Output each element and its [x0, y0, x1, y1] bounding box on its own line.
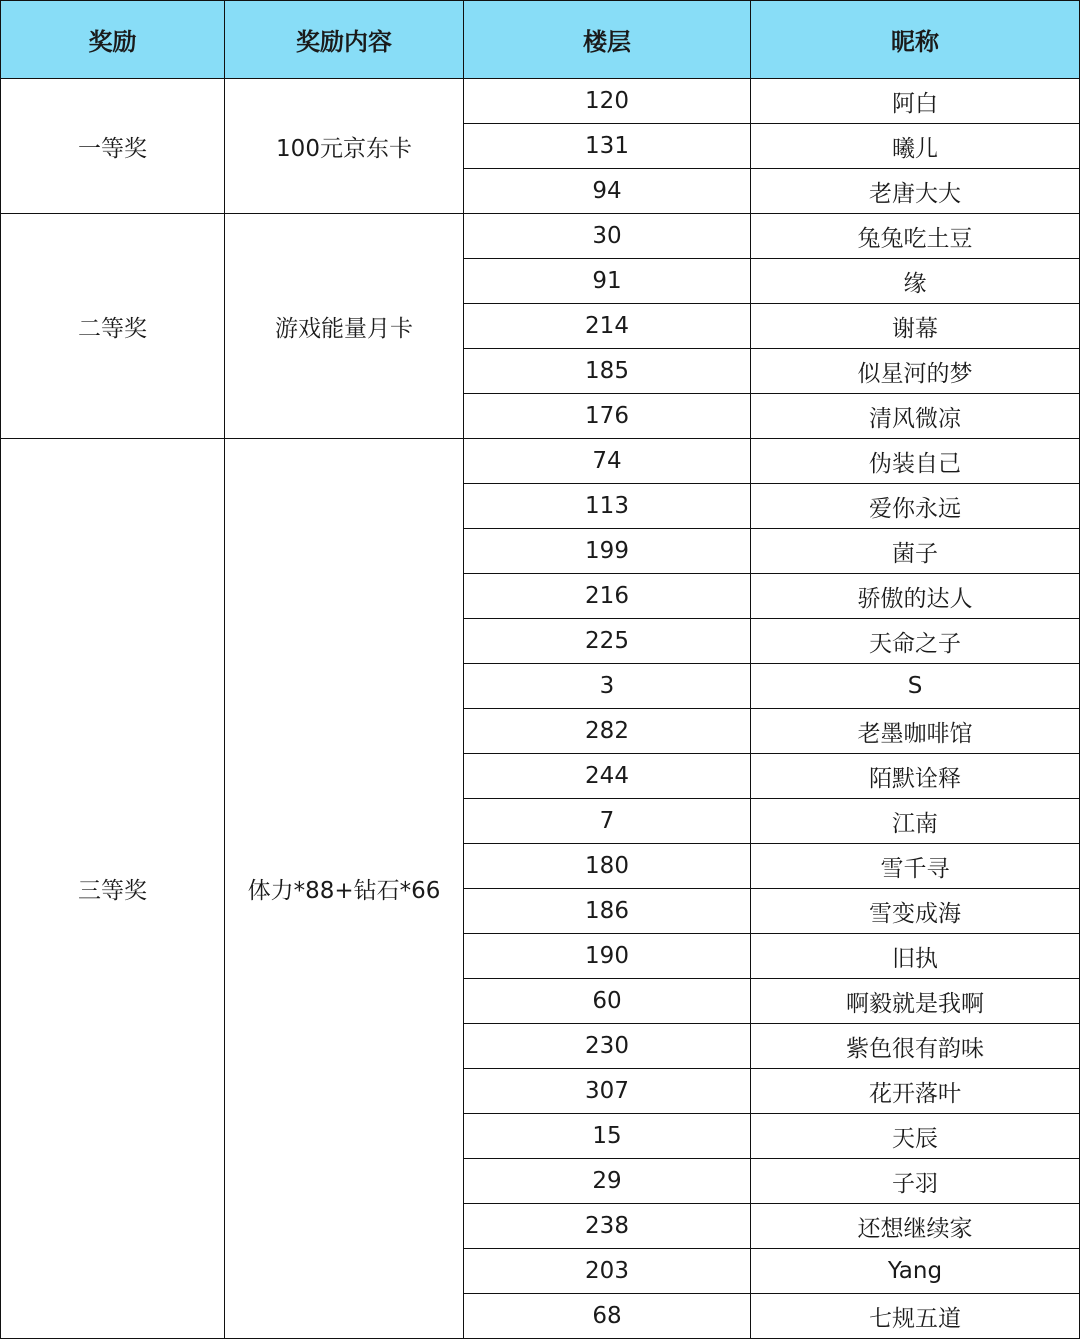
floor-cell: 190 — [464, 934, 751, 979]
nickname-cell: 爱你永远 — [751, 484, 1080, 529]
floor-cell: 238 — [464, 1204, 751, 1249]
nickname-cell: 菌子 — [751, 529, 1080, 574]
table-body — [1, 79, 1080, 1339]
table-header — [1, 1, 1080, 79]
floor-cell: 7 — [464, 799, 751, 844]
floor-cell: 225 — [464, 619, 751, 664]
header-nickname: 昵称 — [751, 1, 1080, 79]
nickname-cell: S — [751, 664, 1080, 709]
nickname-cell: 旧执 — [751, 934, 1080, 979]
floor-cell: 216 — [464, 574, 751, 619]
nickname-cell: 陌默诠释 — [751, 754, 1080, 799]
nickname-cell: 谢幕 — [751, 304, 1080, 349]
header-row — [1, 1, 1080, 79]
nickname-cell: 老墨咖啡馆 — [751, 709, 1080, 754]
floor-cell: 203 — [464, 1249, 751, 1294]
nickname-cell: 天辰 — [751, 1114, 1080, 1159]
floor-cell: 74 — [464, 439, 751, 484]
nickname-cell: 雪变成海 — [751, 889, 1080, 934]
nickname-cell: 缘 — [751, 259, 1080, 304]
floor-cell: 230 — [464, 1024, 751, 1069]
prize-tier-cell: 一等奖 — [1, 79, 225, 214]
nickname-cell: 兔兔吃土豆 — [751, 214, 1080, 259]
floor-cell: 94 — [464, 169, 751, 214]
table-row — [1, 439, 1080, 484]
floor-cell: 60 — [464, 979, 751, 1024]
nickname-cell: 花开落叶 — [751, 1069, 1080, 1114]
floor-cell: 214 — [464, 304, 751, 349]
nickname-cell: 伪装自己 — [751, 439, 1080, 484]
nickname-cell: 啊毅就是我啊 — [751, 979, 1080, 1024]
header-floor: 楼层 — [464, 1, 751, 79]
floor-cell: 131 — [464, 124, 751, 169]
nickname-cell: 清风微凉 — [751, 394, 1080, 439]
floor-cell: 307 — [464, 1069, 751, 1114]
nickname-cell: 阿白 — [751, 79, 1080, 124]
nickname-cell: 老唐大大 — [751, 169, 1080, 214]
nickname-cell: 紫色很有韵味 — [751, 1024, 1080, 1069]
floor-cell: 120 — [464, 79, 751, 124]
nickname-cell: 雪千寻 — [751, 844, 1080, 889]
nickname-cell: 曦儿 — [751, 124, 1080, 169]
floor-cell: 244 — [464, 754, 751, 799]
nickname-cell: 还想继续家 — [751, 1204, 1080, 1249]
floor-cell: 199 — [464, 529, 751, 574]
table-row — [1, 79, 1080, 124]
floor-cell: 176 — [464, 394, 751, 439]
nickname-cell: Yang — [751, 1249, 1080, 1294]
prize-content-cell: 游戏能量月卡 — [225, 214, 464, 439]
prize-tier-cell: 三等奖 — [1, 439, 225, 1339]
nickname-cell: 七规五道 — [751, 1294, 1080, 1339]
nickname-cell: 天命之子 — [751, 619, 1080, 664]
floor-cell: 180 — [464, 844, 751, 889]
floor-cell: 91 — [464, 259, 751, 304]
floor-cell: 3 — [464, 664, 751, 709]
prize-tier-cell: 二等奖 — [1, 214, 225, 439]
floor-cell: 29 — [464, 1159, 751, 1204]
header-reward: 奖励 — [1, 1, 225, 79]
floor-cell: 185 — [464, 349, 751, 394]
floor-cell: 113 — [464, 484, 751, 529]
floor-cell: 186 — [464, 889, 751, 934]
header-reward-content: 奖励内容 — [225, 1, 464, 79]
nickname-cell: 江南 — [751, 799, 1080, 844]
nickname-cell: 骄傲的达人 — [751, 574, 1080, 619]
floor-cell: 30 — [464, 214, 751, 259]
floor-cell: 68 — [464, 1294, 751, 1339]
nickname-cell: 似星河的梦 — [751, 349, 1080, 394]
nickname-cell: 子羽 — [751, 1159, 1080, 1204]
floor-cell: 282 — [464, 709, 751, 754]
prize-content-cell: 100元京东卡 — [225, 79, 464, 214]
prize-content-cell: 体力*88+钻石*66 — [225, 439, 464, 1339]
table-row — [1, 214, 1080, 259]
floor-cell: 15 — [464, 1114, 751, 1159]
